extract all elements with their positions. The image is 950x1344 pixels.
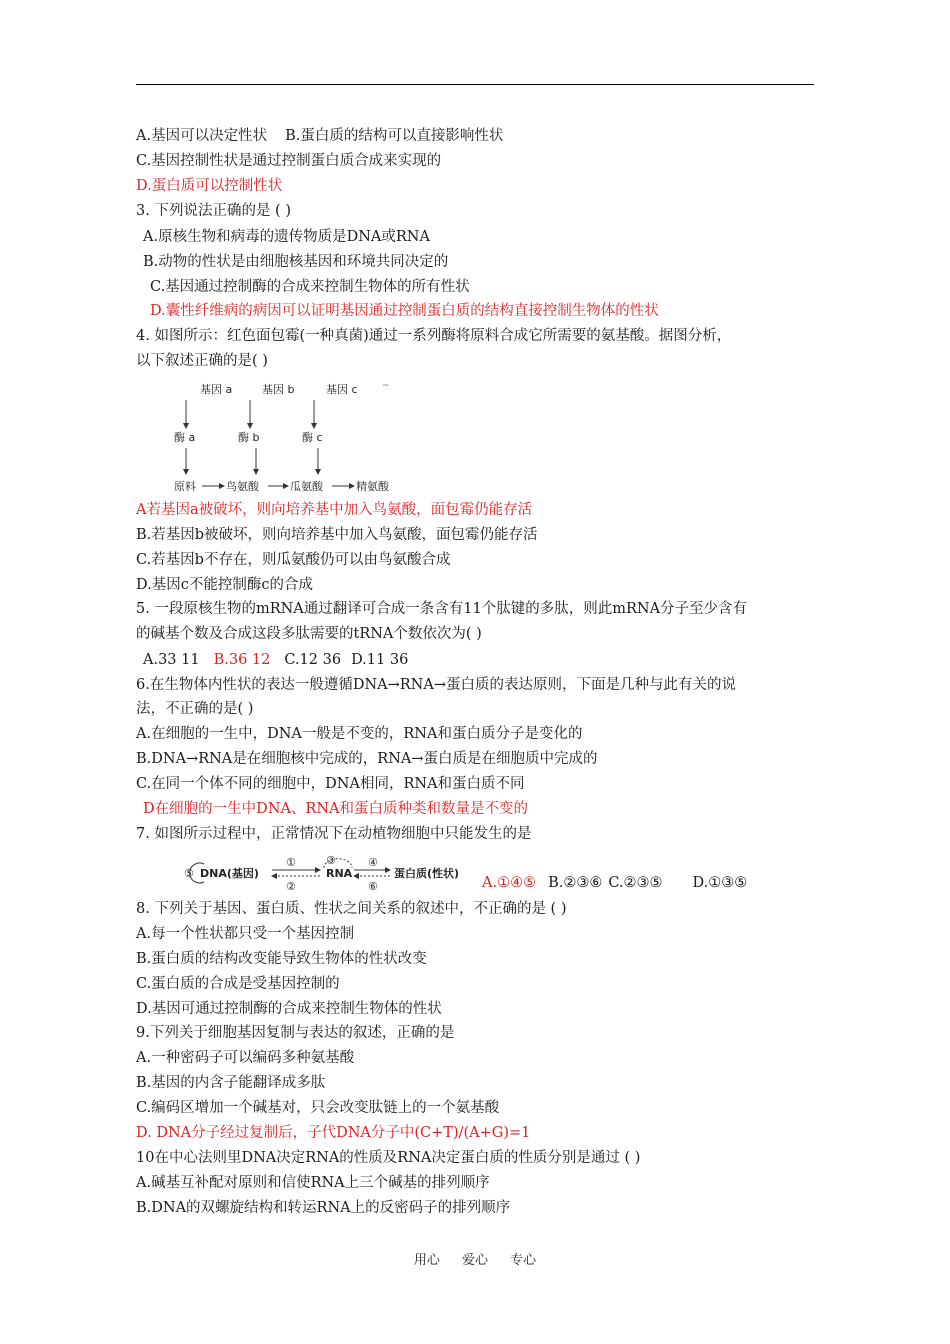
option-line: C.蛋白质的合成是受基因控制的 (136, 976, 340, 992)
rna-label: RNA (326, 867, 353, 880)
question-6: 6.在生物体内性状的表达一般遵循DNA→RNA→蛋白质的表达原则，下面是几种与此有关的说 (136, 677, 736, 693)
option-line: B.DNA→RNA是在细胞核中完成的，RNA→蛋白质是在细胞质中完成的 (136, 751, 598, 767)
enzyme-b-label: 酶 b (238, 431, 260, 444)
option-line: B.DNA的双螺旋结构和转运RNA上的反密码子的排列顺序 (136, 1200, 511, 1216)
question-8: 8. 下列关于基因、蛋白质、性状之间关系的叙述中，不正确的是 ( ) (136, 901, 567, 917)
option-line: A.原核生物和病毒的遗传物质是DNA或RNA (143, 229, 430, 245)
label-6: ⑥ (368, 880, 378, 893)
enzyme-pathway-diagram (168, 376, 428, 498)
footer-text: 专心 (510, 1253, 537, 1268)
option-line: B.若基因b被破坏，则向培养基中加入鸟氨酸，面包霉仍能存活 (136, 527, 538, 543)
raw-material-label: 原料 (174, 480, 196, 493)
header-rule (136, 84, 814, 85)
answer-line: D.蛋白质可以控制性状 (136, 178, 283, 194)
question-5-cont: 的碱基个数及合成这段多肽需要的tRNA个数依次为( ) (136, 626, 482, 642)
option-line: D.基因可通过控制酶的合成来控制生物体的性状 (136, 1001, 442, 1017)
option-line: C.若基因b不存在，则瓜氨酸仍可以由鸟氨酸合成 (136, 552, 451, 568)
question-5: 5. 一段原核生物的mRNA通过翻译可合成一条含有11个肽键的多肽，则此mRNA分子至少含有 (136, 601, 748, 617)
option-line: D.基因c不能控制酶c的合成 (136, 577, 313, 593)
gene-b-label: 基因 b (262, 383, 295, 396)
label-2: ② (286, 880, 296, 893)
footer-text: 爱心 (461, 1253, 488, 1268)
question-6-cont: 法，不正确的是( ) (136, 701, 254, 717)
footer-text: 用心 (413, 1253, 440, 1268)
question-7: 7. 如图所示过程中，正常情况下在动植物细胞中只能发生的是 (136, 826, 532, 842)
citrulline-label: 瓜氨酸 (290, 480, 323, 493)
label-1: ① (286, 856, 296, 869)
option-line: A.33 11 B.36 12 C.12 36 D.11 36 (143, 652, 409, 668)
option-line: A.基因可以决定性状 B.蛋白质的结构可以直接影响性状 (136, 128, 504, 144)
ornithine-label: 鸟氨酸 (226, 480, 259, 493)
enzyme-a-label: 酶 a (174, 431, 196, 444)
option-line: C.基因通过控制酶的合成来控制生物体的所有性状 (150, 279, 470, 295)
option-line: A.每一个性状都只受一个基因控制 (136, 926, 355, 942)
option-line: A.一种密码子可以编码多种氨基酸 (136, 1050, 355, 1066)
option-line: A.在细胞的一生中，DNA一般是不变的，RNA和蛋白质分子是变化的 (136, 726, 583, 742)
label-5: ⑤ (184, 867, 194, 880)
question-9: 9.下列关于细胞基因复制与表达的叙述，正确的是 (136, 1025, 455, 1041)
dna-gene-label: DNA(基因) (200, 867, 259, 880)
answer-line: A若基因a被破坏，则向培养基中加入鸟氨酸，面包霉仍能存活 (136, 502, 533, 518)
question-3: 3. 下列说法正确的是 ( ) (136, 203, 291, 219)
answer-line: D.囊性纤维病的病因可以证明基因通过控制蛋白质的结构直接控制生物体的性状 (150, 303, 659, 319)
enzyme-c-label: 酶 c (302, 431, 323, 444)
arginine-label: 精氨酸 (356, 480, 389, 493)
label-4: ④ (368, 856, 378, 869)
protein-trait-label: 蛋白质(性状) (394, 867, 460, 880)
answer-line: D. DNA分子经过复制后，子代DNA分子中(C+T)/(A+G)=1 (136, 1125, 531, 1141)
option-line: C.在同一个体不同的细胞中，DNA相同，RNA和蛋白质不同 (136, 776, 525, 792)
option-line: C.编码区增加一个碱基对，只会改变肽链上的一个氨基酸 (136, 1100, 500, 1116)
gene-a-label: 基因 a (200, 383, 233, 396)
option-line: B.基因的内含子能翻译成多肽 (136, 1075, 326, 1091)
option-line: A.碱基互补配对原则和信使RNA上三个碱基的排列顺序 (136, 1175, 490, 1191)
page-footer (0, 1249, 950, 1268)
answer-line: D在细胞的一生中DNA、RNA和蛋白质种类和数量是不变的 (143, 801, 528, 817)
option-line: C.基因控制性状是通过控制蛋白质合成来实现的 (136, 153, 442, 169)
svg-text:~: ~ (382, 381, 390, 391)
option-line: B.蛋白质的结构改变能导致生物体的性状改变 (136, 951, 427, 967)
gene-c-label: 基因 c (326, 383, 358, 396)
label-3: ③ (326, 854, 336, 867)
central-dogma-diagram (182, 852, 472, 894)
option-line: B.动物的性状是由细胞核基因和环境共同决定的 (143, 254, 449, 270)
question-4-cont: 以下叙述正确的是( ) (136, 353, 268, 369)
option-line: A.①④⑤ B.②③⑥ C.②③⑤ D.①③⑤ (482, 875, 748, 891)
question-4: 4. 如图所示：红色面包霉(一种真菌)通过一系列酶将原料合成它所需要的氨基酸。据图分析， (136, 328, 732, 344)
question-10: 10在中心法则里DNA决定RNA的性质及RNA决定蛋白质的性质分别是通过 ( ) (136, 1150, 641, 1166)
